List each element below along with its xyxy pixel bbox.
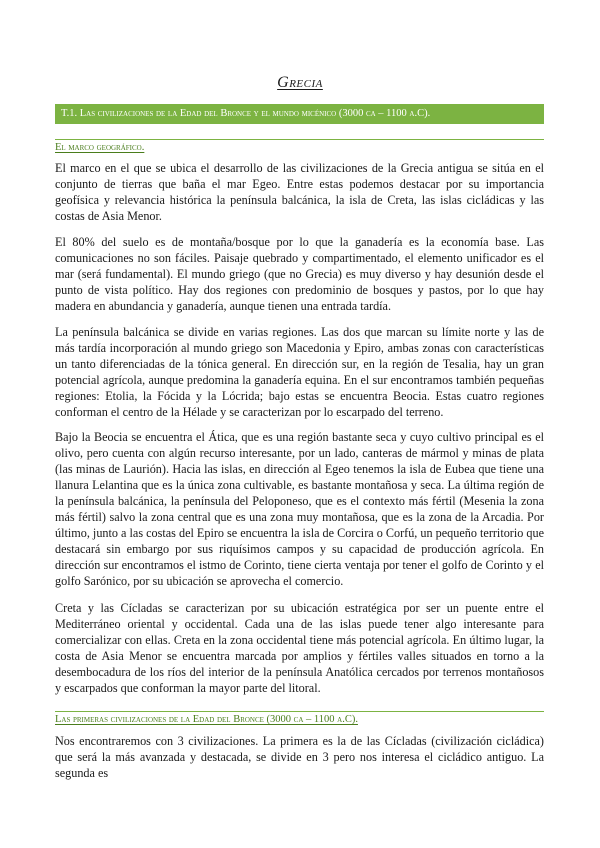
paragraph: Creta y las Cícladas se caracterizan por su ubicación estratégica por ser un puente entre el Mediterráneo oriental y occidental. Cada una de las islas puede tener algo interesante para comercializar con ellas. Creta en la zona occidental tiene más potencial agrícola. En último lugar, la costa de Asia Menor se encuentra marcada por amplios y fértiles valles situados en torno a la desembocadura de los ríos del interior de la península Anatólica cercados por terrenos montañosos y escarpados que conforman la mayor parte del litoral. [55, 601, 544, 695]
paragraph: El 80% del suelo es de montaña/bosque por lo que la ganadería es la economía base. Las comunicaciones no son fáciles. Paisaje quebrado y compartimentado, el elemento unificador es el mar (será fundamental). El mundo griego (que no Grecia) es muy diverso y hay desunión desde el punto de vista político. Hay dos regiones con predominio de bosques y pastos, por lo que hay madera en abundancia y ganadería, aunque tienen una entrada tardía. [55, 235, 544, 313]
chapter-heading-band: T.1. Las civilizaciones de la Edad del Bronce y el mundo micénico (3000 ca – 1100 a.C). [55, 104, 544, 124]
paragraph: La península balcánica se divide en varias regiones. Las dos que marcan su límite norte y las de más tardía incorporación al mundo griego son Macedonia y Epiro, ambas zonas con características un tanto diferenciadas de la tónica general. En dirección sur, en la región de Tesalia, hay un gran potencial agrícola, aunque predomina la ganadería equina. En el sur encontramos también pequeñas regiones: Etolia, la Fócida y la Lócrida; bajo estas se encuentra Beocia. Estas cuatro regiones conforman el centro de la Hélade y se caracterizan por lo escarpado del terreno. [55, 325, 544, 419]
document-title: Grecia [277, 74, 323, 91]
section-divider [55, 139, 544, 140]
section-heading-bronze-age: Las primeras civilizaciones de la Edad del Bronce (3000 ca – 1100 a.C). [55, 714, 358, 725]
section-divider [55, 711, 544, 712]
paragraph: El marco en el que se ubica el desarrollo de las civilizaciones de la Grecia antigua se sitúa en el conjunto de tierras que baña el mar Egeo. Entre estas podemos destacar por su importancia geofísica y relevancia histórica la península balcánica, la isla de Creta, las islas cicládicas y las costas de Asia Menor. [55, 161, 544, 223]
paragraph: Bajo la Beocia se encuentra el Ática, que es una región bastante seca y cuyo cultivo principal es el olivo, pero cuenta con algún recurso interesante, por un lado, canteras de mármol y minas de plata (las minas de Laurión). Hacia las islas, en dirección al Egeo tenemos la isla de Eubea que tiene una llanura Lelantina que es la única zona cultivable, es bastante montañosa y seca. La última región de la península balcánica, la península del Peloponeso, que es el contexto más fértil (Mesenia la zona más fértil) salvo la zona central que es una zona muy montañosa, que es la zona de la Arcadia. Por último, junto a las costas del Epiro se encuentra la isla de Corcira o Corfú, un pequeño territorio que destacará sin embargo por sus riquísimos campos y su capacidad de producción agrícola. En dirección sur encontramos el istmo de Corinto, tiene cierta ventaja por tener el golfo de Corinto y el golfo Sarónico, por su ubicación se aprovecha el comercio. [55, 430, 544, 588]
section-heading-geography: El marco geográfico. [55, 142, 145, 153]
paragraph: Nos encontraremos con 3 civilizaciones. La primera es la de las Cícladas (civilización cicládica) que será la más avanzada y destacada, se divide en 3 pero nos interesa el cicládico antiguo. La segunda es [55, 734, 544, 780]
